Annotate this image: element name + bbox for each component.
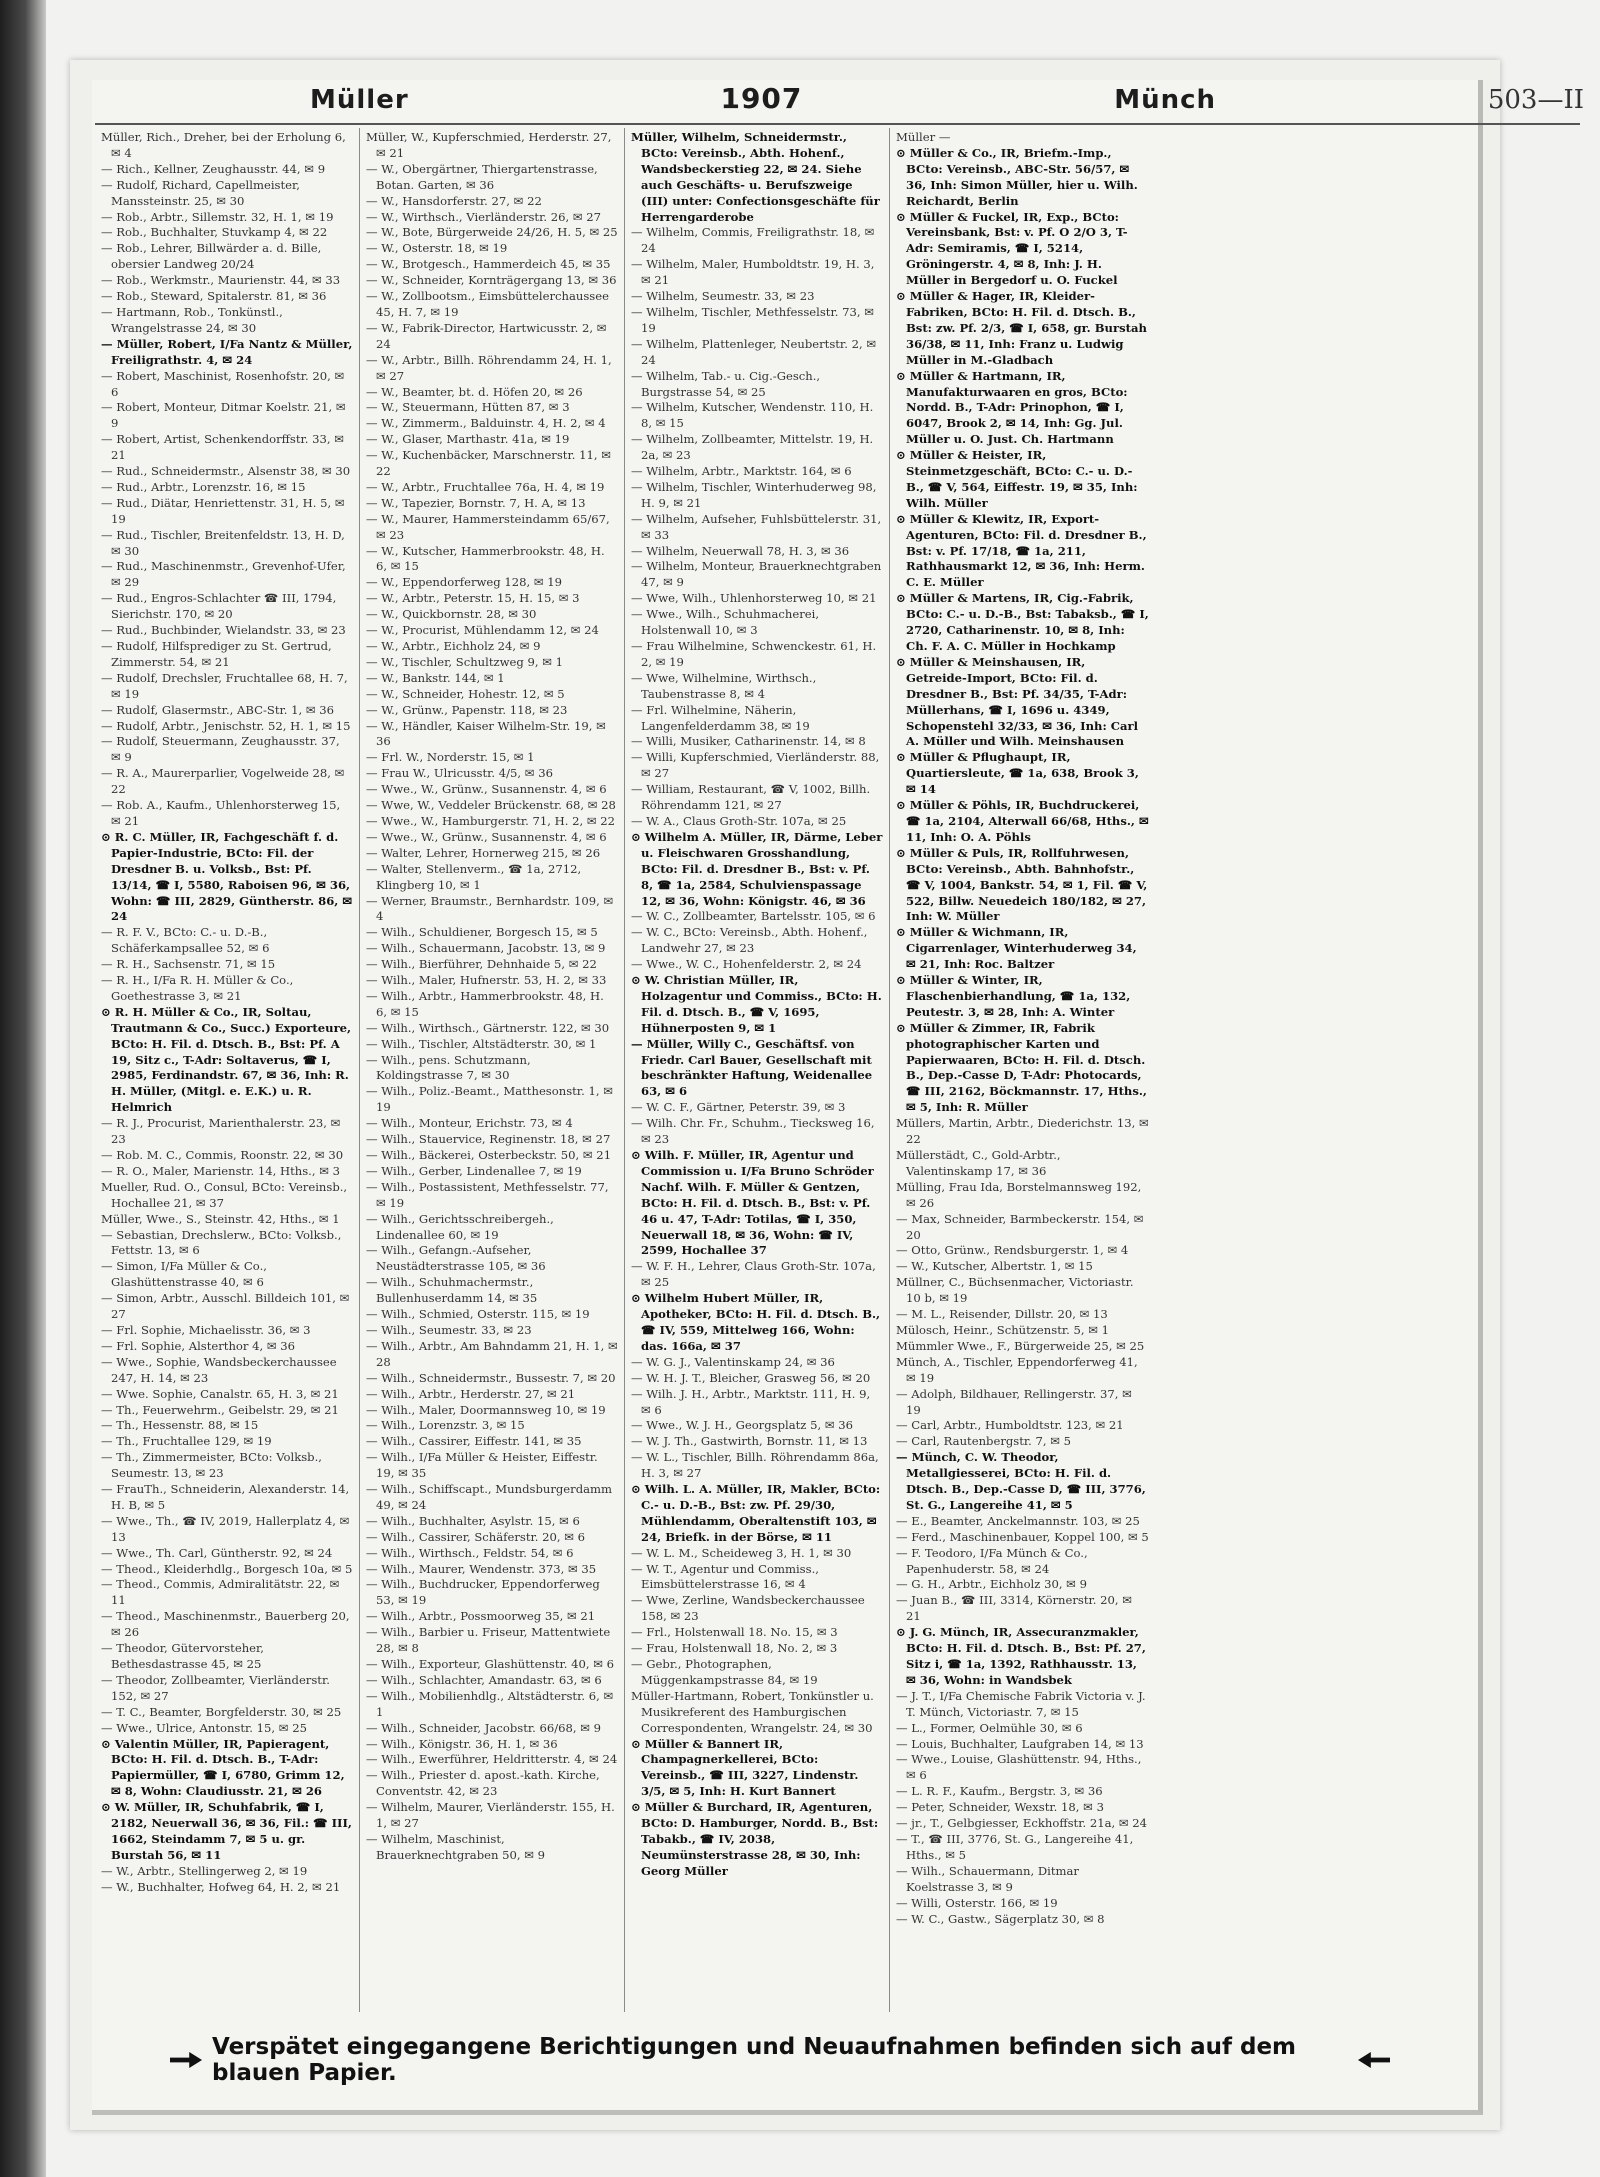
directory-entry: Mueller, Rud. O., Consul, BCto: Vereinsb., Hochallee 21, ✉ 37 bbox=[101, 1179, 348, 1210]
directory-entry: — Wilhelm, Seumestr. 33, ✉ 23 bbox=[631, 289, 815, 304]
directory-entry: — Wilh., Gerichtsschreibergeh., Lindenallee 60, ✉ 19 bbox=[366, 1211, 554, 1242]
directory-entry: — Wilh., Schmied, Osterstr. 115, ✉ 19 bbox=[366, 1307, 590, 1322]
directory-entry: — W. C., Gastw., Sägerplatz 30, ✉ 8 bbox=[896, 1911, 1105, 1926]
directory-entry: — Frau W., Ulricusstr. 4/5, ✉ 36 bbox=[366, 766, 553, 781]
footer-notice: Verspätet eingegangene Berichtigungen und Neuaufnahmen befinden sich auf dem blauen Papier. bbox=[212, 2034, 1297, 2086]
directory-entry: — W. G. J., Valentinskamp 24, ✉ 36 bbox=[631, 1354, 835, 1369]
directory-entry: — Theod., Kleiderhdlg., Borgesch 10a, ✉ 5 bbox=[101, 1561, 353, 1576]
directory-entry: — T., ☎ III, 3776, St. G., Langereihe 41, Hths., ✉ 5 bbox=[896, 1831, 1134, 1862]
directory-entry: — Wilh., Mobilienhdlg., Altstädterstr. 6, ✉ 1 bbox=[366, 1688, 614, 1719]
directory-columns bbox=[95, 128, 1481, 2012]
directory-entry: — W. A., Claus Groth-Str. 107a, ✉ 25 bbox=[631, 813, 847, 828]
directory-entry: — W., Schneider, Kornträgergang 13, ✉ 36 bbox=[366, 273, 617, 288]
directory-entry: — Wilh., Wirthsch., Feldstr. 54, ✉ 6 bbox=[366, 1545, 574, 1560]
directory-entry: — Wwe., W., Grünw., Susannenstr. 4, ✉ 6 bbox=[366, 782, 607, 797]
directory-entry: — W., Eppendorferweg 128, ✉ 19 bbox=[366, 575, 563, 590]
directory-entry: ⊙ Müller & Hager, IR, Kleider-Fabriken, BCto: H. Fil. d. Dtsch. B., Bst: zw. Pf. 2/3, ☎ I, 658, gr. Burstah 36/38, ✉ 11, Inh: Franz u. Ludwig Müller in M.-Gladbach bbox=[896, 289, 1147, 367]
directory-entry: — Louis, Buchhalter, Laufgraben 14, ✉ 13 bbox=[896, 1736, 1144, 1751]
directory-entry: — Wilh., Barbier u. Friseur, Mattentwiete 28, ✉ 8 bbox=[366, 1625, 611, 1656]
directory-entry: — Rud., Diätar, Henriettenstr. 31, H. 5, ✉ 19 bbox=[101, 495, 345, 526]
header-left-word: Müller bbox=[310, 85, 409, 115]
directory-entry: — W., Kuchenbäcker, Marschnerstr. 11, ✉ 22 bbox=[366, 448, 611, 479]
directory-entry: — Robert, Maschinist, Rosenhofstr. 20, ✉ 6 bbox=[101, 368, 345, 399]
directory-entry: — Wwe., Th. Carl, Güntherstr. 92, ✉ 24 bbox=[101, 1545, 333, 1560]
directory-entry: — Wilhelm, Kutscher, Wendenstr. 110, H. 8, ✉ 15 bbox=[631, 400, 874, 431]
directory-entry: — Wilh., Schneider, Jacobstr. 66/68, ✉ 9 bbox=[366, 1720, 602, 1735]
directory-entry: — Wilh., Schlachter, Amandastr. 63, ✉ 6 bbox=[366, 1672, 602, 1687]
directory-entry: — Robert, Artist, Schenkendorffstr. 33, ✉ 21 bbox=[101, 432, 344, 463]
directory-entry: — Walter, Lehrer, Hornerweg 215, ✉ 26 bbox=[366, 845, 601, 860]
directory-entry: ⊙ R. H. Müller & Co., IR, Soltau, Trautmann & Co., Succ.) Exporteure, BCto: H. Fil. d. Dtsch. B., Bst: Pf. A 19, Sitz c., T-Adr: Soltaverus, ☎ I, 2985, Ferdinandstr. 67, ✉ 36, Inh: R. H. Müller, (Mitgl. e. E.K.) u. R. Helmrich bbox=[101, 1004, 352, 1115]
column-1 bbox=[95, 128, 360, 2012]
directory-entry: — W., Kutscher, Hammerbrookstr. 48, H. 6, ✉ 15 bbox=[366, 543, 605, 574]
directory-entry: ⊙ Wilhelm A. Müller, IR, Därme, Leber u. Fleischwaren Grosshandlung, BCto: Fil. d. Dresdner B., Bst: v. Pf. 8, ☎ 1a, 2584, Schulvienspassage 12, ✉ 36, Wohn: Königstr. 46, ✉ 36 bbox=[631, 829, 883, 908]
directory-entry: — Wilhelm, Maurer, Vierländerstr. 155, H. 1, ✉ 27 bbox=[366, 1800, 615, 1831]
directory-entry: — Wilhelm, Maler, Humboldtstr. 19, H. 3, ✉ 21 bbox=[631, 257, 875, 288]
directory-entry: — Th., Feuerwehrm., Geibelstr. 29, ✉ 21 bbox=[101, 1402, 339, 1417]
directory-entry: — Wwe, Zerline, Wandsbeckerchaussee 158, ✉ 23 bbox=[631, 1593, 865, 1624]
directory-entry: — Wilhelm, Tab.- u. Cig.-Gesch., Burgstrasse 54, ✉ 25 bbox=[631, 368, 821, 399]
directory-entry: ⊙ Wilhelm Hubert Müller, IR, Apotheker, BCto: H. Fil. d. Dtsch. B., ☎ IV, 559, Mittelweg 166, Wohn: das. 166a, ✉ 37 bbox=[631, 1291, 881, 1353]
directory-entry: Müller, W., Kupferschmied, Herderstr. 27, ✉ 21 bbox=[366, 130, 612, 160]
directory-entry: — Wilh., Monteur, Erichstr. 73, ✉ 4 bbox=[366, 1116, 573, 1131]
directory-entry: — R. F. V., BCto: C.- u. D.-B., Schäferkampsallee 52, ✉ 6 bbox=[101, 925, 270, 956]
header-year: 1907 bbox=[720, 82, 803, 115]
directory-entry: — W. C. F., Gärtner, Peterstr. 39, ✉ 3 bbox=[631, 1100, 846, 1115]
directory-entry: ⊙ Müller & Heister, IR, Steinmetzgeschäft, BCto: C.- u. D.-B., ☎ V, 564, Eiffestr. 19, ✉ 35, Inh: Wilh. Müller bbox=[896, 448, 1138, 510]
directory-entry: — Wilh., Gerber, Lindenallee 7, ✉ 19 bbox=[366, 1163, 582, 1178]
directory-entry: ⊙ Müller & Puls, IR, Rollfuhrwesen, BCto: Vereinsb., Abth. Bahnhofstr., ☎ V, 1004, Bankstr. 54, ✉ 1, Fil. ☎ V, 522, Billw. Neuedeich 180/182, ✉ 27, Inh: W. Müller bbox=[896, 845, 1148, 924]
directory-entry: — Rich., Kellner, Zeughausstr. 44, ✉ 9 bbox=[101, 161, 326, 176]
directory-entry: — Werner, Braumstr., Bernhardstr. 109, ✉ 4 bbox=[366, 893, 614, 924]
directory-entry: — Rud., Arbtr., Lorenzstr. 16, ✉ 15 bbox=[101, 479, 306, 494]
directory-entry: — Rob., Werkmstr., Maurienstr. 44, ✉ 33 bbox=[101, 273, 341, 288]
directory-entry: — Theod., Commis, Admiralitätstr. 22, ✉ 11 bbox=[101, 1577, 340, 1608]
directory-entry: — J. T., I/Fa Chemische Fabrik Victoria v. J. T. Münch, Victoriastr. 7, ✉ 15 bbox=[896, 1688, 1146, 1719]
directory-entry: — Willi, Osterstr. 166, ✉ 19 bbox=[896, 1895, 1058, 1910]
directory-entry: — Wilh., pens. Schutzmann, Koldingstrasse 7, ✉ 30 bbox=[366, 1052, 531, 1083]
directory-entry: ⊙ Müller & Meinshausen, IR, Getreide-Import, BCto: Fil. d. Dresdner B., Bst: Pf. 34/35, T-Adr: Müllerhans, ☎ I, 1696 u. 4349, Schopenstehl 32/33, ✉ 36, Inh: Carl A. Müller und Wilh. Meinshausen bbox=[896, 654, 1139, 749]
directory-entry: Müllers, Martin, Arbtr., Diederichstr. 13, ✉ 22 bbox=[896, 1116, 1149, 1147]
directory-entry: ⊙ Müller & Zimmer, IR, Fabrik photographischer Karten und Papierwaaren, BCto: H. Fil. d. Dtsch. B., Dep.-Casse D, T-Adr: Photocards, ☎ III, 2162, Böckmannstr. 17, Hths., ✉ 5, Inh: R. Müller bbox=[896, 1020, 1147, 1115]
directory-entry: — Rud., Maschinenmstr., Grevenhof-Ufer, ✉ 29 bbox=[101, 559, 346, 590]
directory-entry: — Wilh., Buchdrucker, Eppendorferweg 53, ✉ 19 bbox=[366, 1577, 600, 1608]
directory-entry: — W., Hansdorferstr. 27, ✉ 22 bbox=[366, 193, 542, 208]
directory-entry: ⊙ Wilh. L. A. Müller, IR, Makler, BCto: C.- u. D.-B., Bst: zw. Pf. 29/30, Mühlendamm, Oberaltenstift 103, ✉ 24, Briefk. in der Börse, ✉ 11 bbox=[631, 1482, 881, 1544]
directory-entry: — Walter, Stellenverm., ☎ 1a, 2712, Klingberg 10, ✉ 1 bbox=[366, 861, 582, 892]
directory-entry: — Juan B., ☎ III, 3314, Körnerstr. 20, ✉ 21 bbox=[896, 1593, 1132, 1624]
directory-entry: — Rudolf, Steuermann, Zeughausstr. 37, ✉ 9 bbox=[101, 734, 340, 765]
directory-entry: — Rud., Buchbinder, Wielandstr. 33, ✉ 23 bbox=[101, 623, 346, 638]
directory-entry: — Wilh., Arbtr., Am Bahndamm 21, H. 1, ✉ 28 bbox=[366, 1338, 618, 1369]
directory-entry: Müller — bbox=[896, 130, 951, 144]
directory-entry: — Wwe, Wilh., Uhlenhorsterweg 10, ✉ 21 bbox=[631, 591, 877, 606]
directory-entry: — R. A., Maurerparlier, Vogelweide 28, ✉ 22 bbox=[101, 766, 345, 797]
directory-entry: — Wilh., Schuhmachermstr., Bullenhuserdamm 14, ✉ 35 bbox=[366, 1275, 538, 1306]
directory-entry: — W. J. Th., Gastwirth, Bornstr. 11, ✉ 13 bbox=[631, 1434, 868, 1449]
directory-entry: — Wwe, Wilhelmine, Wirthsch., Taubenstrasse 8, ✉ 4 bbox=[631, 670, 817, 701]
directory-entry: — Sebastian, Drechslerw., BCto: Volksb., Fettstr. 13, ✉ 6 bbox=[101, 1227, 342, 1258]
scan-binding-edge bbox=[0, 0, 46, 2177]
directory-entry: — Wilh., Maurer, Wendenstr. 373, ✉ 35 bbox=[366, 1561, 597, 1576]
directory-entry: — W., Bote, Bürgerweide 24/26, H. 5, ✉ 25 bbox=[366, 225, 618, 240]
directory-entry: Müller, Wilhelm, Schneidermstr., BCto: Vereinsb., Abth. Hohenf., Wandsbeckerstieg 22, ✉ 24. Siehe auch Geschäfts- u. Berufszweige (III) unter: Confectionsgeschäfte für Herrengarderobe bbox=[631, 130, 880, 224]
directory-entry: — Rob., Buchhalter, Stuvkamp 4, ✉ 22 bbox=[101, 225, 328, 240]
directory-entry: — Rud., Engros-Schlachter ☎ III, 1794, Sierichstr. 170, ✉ 20 bbox=[101, 591, 337, 622]
directory-entry: — Wilh., Ewerführer, Heldritterstr. 4, ✉ 24 bbox=[366, 1752, 618, 1767]
directory-entry: — Simon, Arbtr., Ausschl. Billdeich 101, ✉ 27 bbox=[101, 1291, 350, 1322]
directory-entry: — Wilh. Chr. Fr., Schuhm., Tiecksweg 16, ✉ 23 bbox=[631, 1116, 875, 1147]
directory-entry: Mülling, Frau Ida, Borstelmannsweg 192, ✉ 26 bbox=[896, 1179, 1142, 1210]
directory-entry: Münch, A., Tischler, Eppendorferweg 41, ✉ 19 bbox=[896, 1354, 1138, 1385]
directory-entry: — Wilh., Tischler, Altstädterstr. 30, ✉ 1 bbox=[366, 1036, 597, 1051]
directory-entry: — Wilh., I/Fa Müller & Heister, Eiffestr. 19, ✉ 35 bbox=[366, 1450, 598, 1481]
directory-entry: — L., Former, Oelmühle 30, ✉ 6 bbox=[896, 1720, 1083, 1735]
directory-entry: — FrauTh., Schneiderin, Alexanderstr. 14, H. B, ✉ 5 bbox=[101, 1482, 350, 1512]
directory-entry: — W., Steuermann, Hütten 87, ✉ 3 bbox=[366, 400, 570, 415]
directory-entry: — W., Brotgesch., Hammerdeich 45, ✉ 35 bbox=[366, 257, 611, 272]
directory-entry: — Wilhelm, Monteur, Brauerknechtgraben 47, ✉ 9 bbox=[631, 559, 882, 590]
directory-entry: — Wilhelm, Tischler, Winterhuderweg 98, H. 9, ✉ 21 bbox=[631, 479, 877, 510]
directory-entry: — Simon, I/Fa Müller & Co., Glashüttenstrasse 40, ✉ 6 bbox=[101, 1259, 267, 1290]
directory-entry: — W., Maurer, Hammersteindamm 65/67, ✉ 23 bbox=[366, 511, 610, 542]
directory-entry: — Theod., Maschinenmstr., Bauerberg 20, ✉ 26 bbox=[101, 1609, 350, 1640]
directory-entry: — Wilh., Gefangn.-Aufseher, Neustädterstrasse 105, ✉ 36 bbox=[366, 1243, 546, 1274]
directory-entry: — W., Procurist, Mühlendamm 12, ✉ 24 bbox=[366, 623, 599, 638]
pointing-hand-icon bbox=[170, 2052, 202, 2068]
directory-entry: — Ferd., Maschinenbauer, Koppel 100, ✉ 5 bbox=[896, 1529, 1149, 1544]
directory-entry: — Wwe, W., Veddeler Brückenstr. 68, ✉ 28 bbox=[366, 798, 616, 813]
column-2 bbox=[360, 128, 625, 2012]
directory-entry: — L. R. F., Kaufm., Bergstr. 3, ✉ 36 bbox=[896, 1784, 1103, 1799]
directory-entry: — Wwe., Wilh., Schuhmacherei, Holstenwall 10, ✉ 3 bbox=[631, 607, 820, 638]
directory-entry: — Wilh., Arbtr., Possmoorweg 35, ✉ 21 bbox=[366, 1609, 596, 1624]
directory-entry: ⊙ Müller & Burchard, IR, Agenturen, BCto: D. Hamburger, Nordd. B., Bst: Tabakb., ☎ IV, 2038, Neumünsterstrasse 28, ✉ 30, Inh: Georg Müller bbox=[631, 1800, 879, 1878]
page-header bbox=[20, 82, 1584, 122]
directory-entry: Müllerstädt, C., Gold-Arbtr., Valentinskamp 17, ✉ 36 bbox=[896, 1148, 1061, 1178]
directory-entry: — W., Tischler, Schultzweg 9, ✉ 1 bbox=[366, 654, 564, 669]
directory-entry: — Theodor, Gütervorsteher, Bethesdastrasse 45, ✉ 25 bbox=[101, 1641, 264, 1671]
directory-entry: — W., Quickbornstr. 28, ✉ 30 bbox=[366, 607, 537, 622]
directory-entry: — Rudolf, Glasermstr., ABC-Str. 1, ✉ 36 bbox=[101, 702, 335, 717]
directory-entry: — Wwe., Th., ☎ IV, 2019, Hallerplatz 4, ✉ 13 bbox=[101, 1513, 350, 1544]
directory-entry: — E., Beamter, Anckelmannstr. 103, ✉ 25 bbox=[896, 1513, 1140, 1528]
directory-entry: — Th., Fruchtallee 129, ✉ 19 bbox=[101, 1434, 272, 1449]
directory-entry: — R. H., I/Fa R. H. Müller & Co., Goethestrasse 3, ✉ 21 bbox=[101, 973, 294, 1003]
directory-entry: — W., Arbtr., Peterstr. 15, H. 15, ✉ 3 bbox=[366, 591, 580, 606]
directory-entry: — William, Restaurant, ☎ V, 1002, Billh. Röhrendamm 121, ✉ 27 bbox=[631, 782, 871, 813]
directory-entry: — Wilhelm, Plattenleger, Neubertstr. 2, ✉ 24 bbox=[631, 336, 877, 367]
directory-entry: ⊙ W. Christian Müller, IR, Holzagentur und Commiss., BCto: H. Fil. d. Dtsch. B., ☎ V, 1695, Hühnerposten 9, ✉ 1 bbox=[631, 973, 882, 1035]
directory-entry: — Wilh., Cassirer, Eiffestr. 141, ✉ 35 bbox=[366, 1434, 582, 1449]
directory-entry: — W., Obergärtner, Thiergartenstrasse, Botan. Garten, ✉ 36 bbox=[366, 161, 598, 192]
directory-entry: — Wwe., W., Grünw., Susannenstr. 4, ✉ 6 bbox=[366, 829, 607, 844]
directory-entry: — Frl. Sophie, Alsterthor 4, ✉ 36 bbox=[101, 1338, 296, 1353]
directory-entry: — Wilh., Königstr. 36, H. 1, ✉ 36 bbox=[366, 1736, 558, 1751]
directory-entry: — Wilhelm, Zollbeamter, Mittelstr. 19, H. 2a, ✉ 23 bbox=[631, 432, 874, 463]
directory-entry: — Frl. Wilhelmine, Näherin, Langenfelderdamm 38, ✉ 19 bbox=[631, 702, 810, 733]
directory-entry: ⊙ Müller & Klewitz, IR, Export-Agenturen, BCto: Fil. d. Dresdner B., Bst: v. Pf. 17/18, ☎ 1a, 211, Rathhausmarkt 12, ✉ 36, Inh: Herm. C. E. Müller bbox=[896, 511, 1147, 590]
directory-entry: — Wilhelm, Maschinist, Brauerknechtgraben 50, ✉ 9 bbox=[366, 1831, 546, 1862]
column-3 bbox=[625, 128, 890, 2012]
directory-entry: — Wwe., Ulrice, Antonstr. 15, ✉ 25 bbox=[101, 1720, 307, 1735]
directory-entry: — W. L., Tischler, Billh. Röhrendamm 86a, H. 3, ✉ 27 bbox=[631, 1450, 879, 1481]
directory-entry: — W., Fabrik-Director, Hartwicusstr. 2, ✉ 24 bbox=[366, 320, 607, 351]
directory-entry: — W. T., Agentur und Commiss., Eimsbüttelerstrasse 16, ✉ 4 bbox=[631, 1561, 819, 1592]
directory-entry: — R. H., Sachsenstr. 71, ✉ 15 bbox=[101, 957, 276, 972]
directory-entry: — W., Grünw., Papenstr. 118, ✉ 23 bbox=[366, 702, 568, 717]
directory-entry: — Wilh., Lorenzstr. 3, ✉ 15 bbox=[366, 1418, 525, 1433]
directory-entry: — Otto, Grünw., Rendsburgerstr. 1, ✉ 4 bbox=[896, 1243, 1129, 1258]
directory-entry: — R. J., Procurist, Marienthalerstr. 23, ✉ 23 bbox=[101, 1116, 341, 1147]
directory-entry: — Wilh., Maler, Doormannsweg 10, ✉ 19 bbox=[366, 1402, 606, 1417]
directory-entry: — W., Arbtr., Billh. Röhrendamm 24, H. 1, ✉ 27 bbox=[366, 352, 612, 383]
directory-entry: — W., Tapezier, Bornstr. 7, H. A, ✉ 13 bbox=[366, 495, 586, 510]
directory-entry: — Peter, Schneider, Wexstr. 18, ✉ 3 bbox=[896, 1800, 1104, 1815]
directory-entry: ⊙ R. C. Müller, IR, Fachgeschäft f. d. Papier-Industrie, BCto: Fil. der Dresdner B. u. Volksb., Bst: Pf. 13/14, ☎ I, 5580, Raboisen 96, ✉ 36, Wohn: ☎ III, 2829, Güntherstr. 86, ✉ 24 bbox=[101, 829, 353, 924]
directory-entry: Mülosch, Heinr., Schützenstr. 5, ✉ 1 bbox=[896, 1322, 1110, 1337]
directory-entry: — Carl, Rautenbergstr. 7, ✉ 5 bbox=[896, 1434, 1072, 1449]
directory-entry: — W., Zollbootsm., Eimsbüttelerchaussee 45, H. 7, ✉ 19 bbox=[366, 289, 609, 319]
directory-entry: ⊙ W. Müller, IR, Schuhfabrik, ☎ I, 2182, Neuerwall 36, ✉ 36, Fil.: ☎ III, 1662, Steindamm 7, ✉ 5 u. gr. Burstah 56, ✉ 11 bbox=[101, 1800, 352, 1862]
directory-entry: ⊙ Müller & Martens, IR, Cig.-Fabrik, BCto: C.- u. D.-B., Bst: Tabaksb., ☎ I, 2720, Catharinenstr. 10, ✉ 8, Inh: Ch. F. A. C. Müller in Hochkamp bbox=[896, 591, 1149, 653]
directory-entry: — Willi, Kupferschmied, Vierländerstr. 88, ✉ 27 bbox=[631, 750, 880, 781]
directory-entry: — Th., Zimmermeister, BCto: Volksb., Seumestr. 13, ✉ 23 bbox=[101, 1450, 322, 1481]
directory-entry: ⊙ Wilh. F. Müller, IR, Agentur und Commission u. I/Fa Bruno Schröder Nachf. Wilh. F. Müller & Gentzen, BCto: H. Fil. d. Dtsch. B., Bst: v. Pf. 46 u. 47, T-Adr: Totilas, ☎ I, 350, Neuerwall 18, ✉ 36, Wohn: ☎ IV, 2599, Hochallee 37 bbox=[631, 1148, 874, 1258]
directory-entry: — Wwe. Sophie, Canalstr. 65, H. 3, ✉ 21 bbox=[101, 1386, 339, 1401]
page-footer bbox=[160, 2034, 1400, 2086]
directory-entry: — Adolph, Bildhauer, Rellingerstr. 37, ✉ 19 bbox=[896, 1386, 1132, 1417]
directory-entry: — Wilh., Bäckerei, Osterbeckstr. 50, ✉ 21 bbox=[366, 1148, 612, 1162]
directory-entry: — Wilh., Schauermann, Ditmar Koelstrasse 3, ✉ 9 bbox=[896, 1863, 1079, 1894]
directory-entry: — Robert, Monteur, Ditmar Koelstr. 21, ✉ 9 bbox=[101, 400, 346, 431]
directory-entry: — Willi, Musiker, Catharinenstr. 14, ✉ 8 bbox=[631, 734, 866, 749]
directory-entry: — Frl. Sophie, Michaelisstr. 36, ✉ 3 bbox=[101, 1322, 311, 1337]
directory-entry: ⊙ Müller & Winter, IR, Flaschenbierhandlung, ☎ 1a, 132, Peutestr. 3, ✉ 28, Inh: A. Winter bbox=[896, 973, 1131, 1019]
directory-entry: — W., Wirthsch., Vierländerstr. 26, ✉ 27 bbox=[366, 209, 601, 224]
directory-entry: — Rudolf, Hilfsprediger zu St. Gertrud, Zimmerstr. 54, ✉ 21 bbox=[101, 639, 332, 669]
directory-entry: — W., Bankstr. 144, ✉ 1 bbox=[366, 670, 505, 685]
directory-entry: — Frau, Holstenwall 18, No. 2, ✉ 3 bbox=[631, 1641, 838, 1656]
directory-entry: — Wilhelm, Arbtr., Marktstr. 164, ✉ 6 bbox=[631, 464, 852, 479]
directory-entry: — Wilh., Schiffscapt., Mundsburgerdamm 49, ✉ 24 bbox=[366, 1482, 613, 1512]
directory-entry: — M. L., Reisender, Dillstr. 20, ✉ 13 bbox=[896, 1307, 1108, 1322]
directory-entry: ⊙ Müller & Bannert IR, Champagnerkellerei, BCto: Vereinsb., ☎ III, 3227, Lindenstr. 3/5, ✉ 5, Inh: H. Kurt Bannert bbox=[631, 1736, 859, 1799]
directory-entry: — Wwe., W. C., Hohenfelderstr. 2, ✉ 24 bbox=[631, 957, 862, 972]
directory-entry: — Wilhelm, Neuerwall 78, H. 3, ✉ 36 bbox=[631, 543, 850, 558]
directory-entry: — W., Arbtr., Stellingerweg 2, ✉ 19 bbox=[101, 1863, 308, 1878]
directory-entry: — Wwe., Louise, Glashüttenstr. 94, Hths., ✉ 6 bbox=[896, 1752, 1142, 1783]
directory-entry: — Wilh., Postassistent, Methfesselstr. 77, ✉ 19 bbox=[366, 1179, 609, 1210]
directory-entry: — Rob. A., Kaufm., Uhlenhorsterweg 15, ✉ 21 bbox=[101, 798, 341, 828]
directory-entry: — Max, Schneider, Barmbeckerstr. 154, ✉ 20 bbox=[896, 1211, 1144, 1242]
directory-entry: — Wilh., Maler, Hufnerstr. 53, H. 2, ✉ 33 bbox=[366, 973, 607, 988]
directory-entry: ⊙ Valentin Müller, IR, Papieragent, BCto: H. Fil. d. Dtsch. B., T-Adr: Papiermüller, ☎ I, 6780, Grimm 12, ✉ 8, Wohn: Claudiusstr. 21, ✉ 26 bbox=[101, 1736, 345, 1799]
directory-entry: — Wilh., Schuldiener, Borgesch 15, ✉ 5 bbox=[366, 925, 598, 940]
directory-entry: ⊙ Müller & Wichmann, IR, Cigarrenlager, Winterhuderweg 34, ✉ 21, Inh: Roc. Baltzer bbox=[896, 925, 1137, 972]
directory-entry: — R. O., Maler, Marienstr. 14, Hths., ✉ 3 bbox=[101, 1163, 341, 1178]
directory-entry: Müller, Wwe., S., Steinstr. 42, Hths., ✉ 1 bbox=[101, 1211, 340, 1226]
directory-entry: — W. C., BCto: Vereinsb., Abth. Hohenf., Landwehr 27, ✉ 23 bbox=[631, 925, 868, 956]
directory-entry: — W. F. H., Lehrer, Claus Groth-Str. 107a, ✉ 25 bbox=[631, 1259, 876, 1290]
directory-entry: — T. C., Beamter, Borgfelderstr. 30, ✉ 25 bbox=[101, 1704, 342, 1719]
directory-entry: ⊙ J. G. Münch, IR, Assecuranzmakler, BCto: H. Fil. d. Dtsch. B., Bst: Pf. 27, Sitz i, ☎ 1a, 1392, Rathhausstr. 13, ✉ 36, Wohn: in Wandsbek bbox=[896, 1625, 1146, 1687]
directory-entry: — Wilh., Cassirer, Schäferstr. 20, ✉ 6 bbox=[366, 1529, 586, 1544]
directory-entry: — Rudolf, Arbtr., Jenischstr. 52, H. 1, ✉ 15 bbox=[101, 718, 351, 733]
directory-entry: Mümmler Wwe., F., Bürgerweide 25, ✉ 25 bbox=[896, 1338, 1145, 1353]
directory-entry: — Wilh., Priester d. apost.-kath. Kirche, Conventstr. 42, ✉ 23 bbox=[366, 1768, 600, 1799]
directory-entry: — Frl., Holstenwall 18. No. 15, ✉ 3 bbox=[631, 1625, 838, 1640]
directory-entry: — W., Schneider, Hohestr. 12, ✉ 5 bbox=[366, 686, 565, 701]
directory-entry: — Rudolf, Richard, Capellmeister, Manssteinstr. 25, ✉ 30 bbox=[101, 177, 300, 208]
directory-entry: Müller, Rich., Dreher, bei der Erholung 6, ✉ 4 bbox=[101, 130, 346, 160]
directory-entry: — Rud., Schneidermstr., Alsenstr 38, ✉ 30 bbox=[101, 464, 351, 479]
directory-entry: — W., Arbtr., Fruchtallee 76a, H. 4, ✉ 19 bbox=[366, 479, 605, 494]
directory-entry: — W., Osterstr. 18, ✉ 19 bbox=[366, 241, 508, 256]
directory-entry: ⊙ Müller & Pflughaupt, IR, Quartiersleute, ☎ 1a, 638, Brook 3, ✉ 14 bbox=[896, 750, 1139, 797]
directory-entry: — Wilh., Bierführer, Dehnhaide 5, ✉ 22 bbox=[366, 957, 597, 972]
directory-entry: — Müller, Robert, I/Fa Nantz & Müller, Freiligrathstr. 4, ✉ 24 bbox=[101, 336, 353, 367]
directory-entry: — Frau Wilhelmine, Schwenckestr. 61, H. 2, ✉ 19 bbox=[631, 639, 877, 669]
directory-entry: — Wilh., Arbtr., Herderstr. 27, ✉ 21 bbox=[366, 1386, 576, 1401]
directory-entry: — Hartmann, Rob., Tonkünstl., Wrangelstrasse 24, ✉ 30 bbox=[101, 304, 283, 335]
directory-entry: — Rob. M. C., Commis, Roonstr. 22, ✉ 30 bbox=[101, 1148, 344, 1162]
directory-entry: — Theodor, Zollbeamter, Vierländerstr. 152, ✉ 27 bbox=[101, 1672, 330, 1703]
directory-entry: Müllner, C., Büchsenmacher, Victoriastr. 10 b, ✉ 19 bbox=[896, 1275, 1134, 1306]
directory-entry: — W., Kutscher, Albertstr. 1, ✉ 15 bbox=[896, 1259, 1093, 1274]
directory-entry: — Wilh. J. H., Arbtr., Marktstr. 111, H. 9, ✉ 6 bbox=[631, 1386, 871, 1417]
directory-entry: — W., Glaser, Marthastr. 41a, ✉ 19 bbox=[366, 432, 570, 447]
directory-entry: — W., Buchhalter, Hofweg 64, H. 2, ✉ 21 bbox=[101, 1879, 341, 1894]
directory-entry: ⊙ Müller & Co., IR, Briefm.-Imp., BCto: Vereinsb., ABC-Str. 56/57, ✉ 36, Inh: Simon Müller, hier u. Wilh. Reichardt, Berlin bbox=[896, 145, 1138, 208]
directory-entry: — W., Beamter, bt. d. Höfen 20, ✉ 26 bbox=[366, 384, 583, 399]
directory-entry: — Wilh., Wirthsch., Gärtnerstr. 122, ✉ 30 bbox=[366, 1020, 610, 1035]
directory-entry: ⊙ Müller & Pöhls, IR, Buchdruckerei, ☎ 1a, 2104, Alterwall 66/68, Hths., ✉ 11, Inh: O. A. Pöhls bbox=[896, 798, 1149, 844]
pointing-hand-icon bbox=[1358, 2052, 1390, 2068]
directory-entry: — Rudolf, Drechsler, Fruchtallee 68, H. 7, ✉ 19 bbox=[101, 670, 348, 701]
directory-entry: — Wwe., W. J. H., Georgsplatz 5, ✉ 36 bbox=[631, 1418, 853, 1433]
directory-entry: — Th., Hessenstr. 88, ✉ 15 bbox=[101, 1418, 259, 1433]
directory-entry: — Carl, Arbtr., Humboldtstr. 123, ✉ 21 bbox=[896, 1418, 1124, 1433]
directory-entry: ⊙ Müller & Hartmann, IR, Manufakturwaaren en gros, BCto: Nordd. B., T-Adr: Prinophon, ☎ I, 6047, Brook 2, ✉ 14, Inh: Gg. Jul. Müller u. O. Just. Ch. Hartmann bbox=[896, 368, 1128, 447]
directory-entry: — F. Teodoro, I/Fa Münch & Co., Papenhuderstr. 58, ✉ 24 bbox=[896, 1545, 1088, 1576]
directory-entry: — W., Händler, Kaiser Wilhelm-Str. 19, ✉ 36 bbox=[366, 718, 606, 749]
directory-entry: — Müller, Willy C., Geschäftsf. von Friedr. Carl Bauer, Gesellschaft mit beschränkter Haftung, Weidenallee 63, ✉ 6 bbox=[631, 1036, 873, 1099]
directory-entry: — W. H. J. T., Bleicher, Grasweg 56, ✉ 20 bbox=[631, 1370, 871, 1385]
directory-entry: — W., Arbtr., Eichholz 24, ✉ 9 bbox=[366, 639, 541, 653]
directory-entry: — Wilhelm, Aufseher, Fuhlsbüttelerstr. 31, ✉ 33 bbox=[631, 511, 882, 542]
directory-entry: — jr., T., Gelbgiesser, Eckhoffstr. 21a, ✉ 24 bbox=[896, 1816, 1148, 1831]
directory-entry: — Rob., Arbtr., Sillemstr. 32, H. 1, ✉ 19 bbox=[101, 209, 334, 224]
directory-entry: — Wwe., W., Hamburgerstr. 71, H. 2, ✉ 22 bbox=[366, 813, 616, 828]
header-rule bbox=[95, 123, 1580, 125]
directory-entry: — Wilh., Seumestr. 33, ✉ 23 bbox=[366, 1322, 532, 1337]
directory-entry: — Rob., Lehrer, Billwärder a. d. Bille, obersier Landweg 20/24 bbox=[101, 241, 322, 272]
column-4 bbox=[890, 128, 1155, 2012]
directory-entry: — Wilh., Buchhalter, Asylstr. 15, ✉ 6 bbox=[366, 1513, 580, 1528]
directory-entry: — W., Zimmerm., Balduinstr. 4, H. 2, ✉ 4 bbox=[366, 416, 606, 431]
header-right-word: Münch bbox=[1114, 85, 1217, 115]
directory-entry: — G. H., Arbtr., Eichholz 30, ✉ 9 bbox=[896, 1577, 1087, 1592]
directory-entry: — W. L. M., Scheideweg 3, H. 1, ✉ 30 bbox=[631, 1545, 852, 1560]
directory-entry: — Rud., Tischler, Breitenfeldstr. 13, H. D, ✉ 30 bbox=[101, 527, 345, 558]
directory-entry: — Rob., Steward, Spitalerstr. 81, ✉ 36 bbox=[101, 289, 327, 304]
directory-entry: — Münch, C. W. Theodor, Metallgiesserei, BCto: H. Fil. d. Dtsch. B., Dep.-Casse D, ☎ III, 3776, St. G., Langereihe 41, ✉ 5 bbox=[896, 1450, 1146, 1512]
directory-entry: — Wilhelm, Commis, Freiligrathstr. 18, ✉ 24 bbox=[631, 225, 875, 256]
directory-entry: — Wwe., Sophie, Wandsbeckerchaussee 247, H. 14, ✉ 23 bbox=[101, 1354, 337, 1385]
directory-entry: — Wilh., Stauervice, Reginenstr. 18, ✉ 27 bbox=[366, 1132, 611, 1147]
directory-entry: — Wilh., Arbtr., Hammerbrookstr. 48, H. 6, ✉ 15 bbox=[366, 988, 604, 1019]
page-number: 503—II bbox=[1487, 85, 1584, 115]
directory-entry: — Wilh., Schneidermstr., Bussestr. 7, ✉ 20 bbox=[366, 1370, 616, 1385]
directory-entry: — Wilh., Exporteur, Glashüttenstr. 40, ✉ 6 bbox=[366, 1657, 615, 1671]
directory-entry: — Gebr., Photographen, Müggenkampstrasse 84, ✉ 19 bbox=[631, 1657, 818, 1687]
directory-entry: — Wilh., Schauermann, Jacobstr. 13, ✉ 9 bbox=[366, 941, 606, 956]
directory-entry: — Frl. W., Norderstr. 15, ✉ 1 bbox=[366, 750, 535, 765]
directory-entry: Müller-Hartmann, Robert, Tonkünstler u. Musikreferent des Hamburgischen Correspondenten, Wrangelstr. 24, ✉ 30 bbox=[631, 1688, 874, 1735]
directory-entry: — Wilh., Poliz.-Beamt., Matthesonstr. 1, ✉ 19 bbox=[366, 1084, 613, 1115]
directory-entry: ⊙ Müller & Fuckel, IR, Exp., BCto: Vereinsbank, Bst: v. Pf. O 2/O 3, T-Adr: Semiramis, ☎ I, 5214, Gröningerstr. 4, ✉ 8, Inh: J. H. Müller in Bergedorf u. O. Fuckel bbox=[896, 209, 1128, 288]
directory-entry: — W. C., Zollbeamter, Bartelsstr. 105, ✉ 6 bbox=[631, 909, 876, 924]
directory-entry: — Wilhelm, Tischler, Methfesselstr. 73, ✉ 19 bbox=[631, 304, 874, 335]
